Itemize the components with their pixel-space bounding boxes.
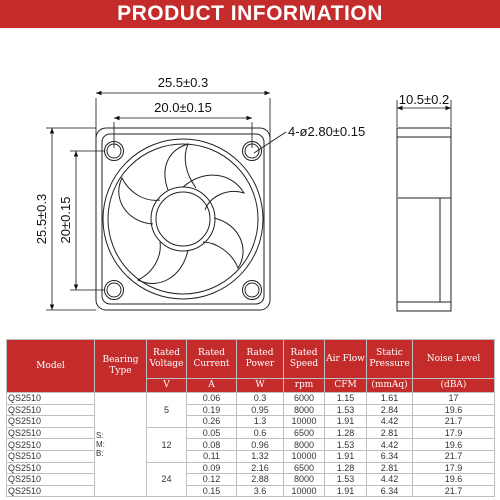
cell-speed: 8000 [284,404,325,416]
dim-overall-height: 25.5±0.3 [34,193,49,245]
cell-voltage: 5 [147,393,187,428]
cell-power: 0.95 [237,404,284,416]
dimension-thickness [397,92,451,127]
unit-airflow: CFM [325,379,367,393]
cell-speed: 8000 [284,439,325,451]
cell-speed: 10000 [284,485,325,497]
dim-hole-spacing-height: 20±0.15 [58,196,73,244]
cell-current: 0.11 [187,450,237,462]
col-header-airflow: Air Flow [325,340,367,379]
hole-callout [254,124,365,153]
cell-power: 0.6 [237,427,284,439]
cell-speed: 10000 [284,450,325,462]
cell-airflow: 1.53 [325,474,367,486]
cell-model: QS2510 [7,427,95,439]
cell-current: 0.12 [187,474,237,486]
spec-table [6,339,495,497]
cell-power: 1.3 [237,416,284,428]
table-row [7,485,495,497]
col-header-noise: Noise Level [413,340,495,379]
cell-pressure: 6.34 [367,450,413,462]
header-banner [0,0,500,28]
cell-current: 0.19 [187,404,237,416]
col-header-bearing: Bearing Type [95,340,147,393]
cell-model: QS2510 [7,450,95,462]
table-row [7,474,495,486]
cell-model: QS2510 [7,462,95,474]
cell-power: 1.32 [237,450,284,462]
cell-airflow: 1.28 [325,462,367,474]
fan-dimension-drawing [0,28,500,333]
cell-airflow: 1.91 [325,450,367,462]
cell-model: QS2510 [7,393,95,405]
cell-speed: 6500 [284,427,325,439]
unit-pressure: (mmAq) [367,379,413,393]
table-row [7,393,495,405]
table-row [7,462,495,474]
cell-pressure: 4.42 [367,439,413,451]
table-row [7,439,495,451]
dimension-hole-height [58,151,104,290]
table-row [7,427,495,439]
cell-noise: 19.6 [413,404,495,416]
fan-front-view [96,128,270,310]
cell-airflow: 1.91 [325,485,367,497]
cell-noise: 17 [413,393,495,405]
table-row [7,450,495,462]
cell-current: 0.26 [187,416,237,428]
bearing-line: S: [96,431,104,441]
cell-current: 0.08 [187,439,237,451]
col-header-power: Rated Power [237,340,284,379]
dim-thickness: 10.5±0.2 [398,92,450,107]
cell-pressure: 2.81 [367,427,413,439]
cell-power: 2.88 [237,474,284,486]
col-header-voltage: Rated Voltage [147,340,187,379]
unit-noise: (dBA) [413,379,495,393]
dim-hole-spacing-width: 20.0±0.15 [154,100,212,115]
cell-airflow: 1.15 [325,393,367,405]
unit-current: A [187,379,237,393]
cell-power: 0.3 [237,393,284,405]
bearing-line: B: [96,449,104,459]
cell-current: 0.09 [187,462,237,474]
cell-voltage: 24 [147,462,187,497]
cell-noise: 17.9 [413,427,495,439]
table-row [7,404,495,416]
cell-airflow: 1.91 [325,416,367,428]
col-header-pressure: Static Pressure [367,340,413,379]
cell-current: 0.06 [187,393,237,405]
cell-model: QS2510 [7,485,95,497]
cell-noise: 17.9 [413,462,495,474]
cell-airflow: 1.28 [325,427,367,439]
cell-noise: 19.6 [413,439,495,451]
col-header-model: Model [7,340,95,393]
spec-table-body [7,393,495,497]
cell-airflow: 1.53 [325,404,367,416]
cell-pressure: 4.42 [367,416,413,428]
cell-model: QS2510 [7,404,95,416]
fan-side-view [397,128,451,311]
cell-model: QS2510 [7,416,95,428]
cell-bearing-type [95,393,147,497]
bearing-line: M: [96,440,105,450]
cell-airflow: 1.53 [325,439,367,451]
table-row [7,416,495,428]
cell-pressure: 2.84 [367,404,413,416]
cell-current: 0.05 [187,427,237,439]
cell-current: 0.15 [187,485,237,497]
col-header-speed: Rated Speed [284,340,325,379]
cell-model: QS2510 [7,474,95,486]
cell-noise: 19.6 [413,474,495,486]
cell-pressure: 2.81 [367,462,413,474]
cell-speed: 6000 [284,393,325,405]
cell-noise: 21.7 [413,416,495,428]
cell-speed: 10000 [284,416,325,428]
dimension-hole-width [114,100,252,148]
cell-noise: 21.7 [413,450,495,462]
cell-pressure: 4.42 [367,474,413,486]
cell-voltage: 12 [147,427,187,462]
page-title: PRODUCT INFORMATION [117,2,383,25]
dim-hole-callout: 4-ø2.80±0.15 [288,124,366,139]
cell-power: 2.16 [237,462,284,474]
unit-power: W [237,379,284,393]
dim-overall-width: 25.5±0.3 [157,75,209,90]
cell-speed: 6500 [284,462,325,474]
cell-speed: 8000 [284,474,325,486]
col-header-current: Rated Current [187,340,237,379]
cell-model: QS2510 [7,439,95,451]
unit-speed: rpm [284,379,325,393]
cell-power: 3.6 [237,485,284,497]
cell-pressure: 6.34 [367,485,413,497]
cell-power: 0.96 [237,439,284,451]
cell-pressure: 1.61 [367,393,413,405]
unit-voltage: V [147,379,187,393]
cell-noise: 21.7 [413,485,495,497]
